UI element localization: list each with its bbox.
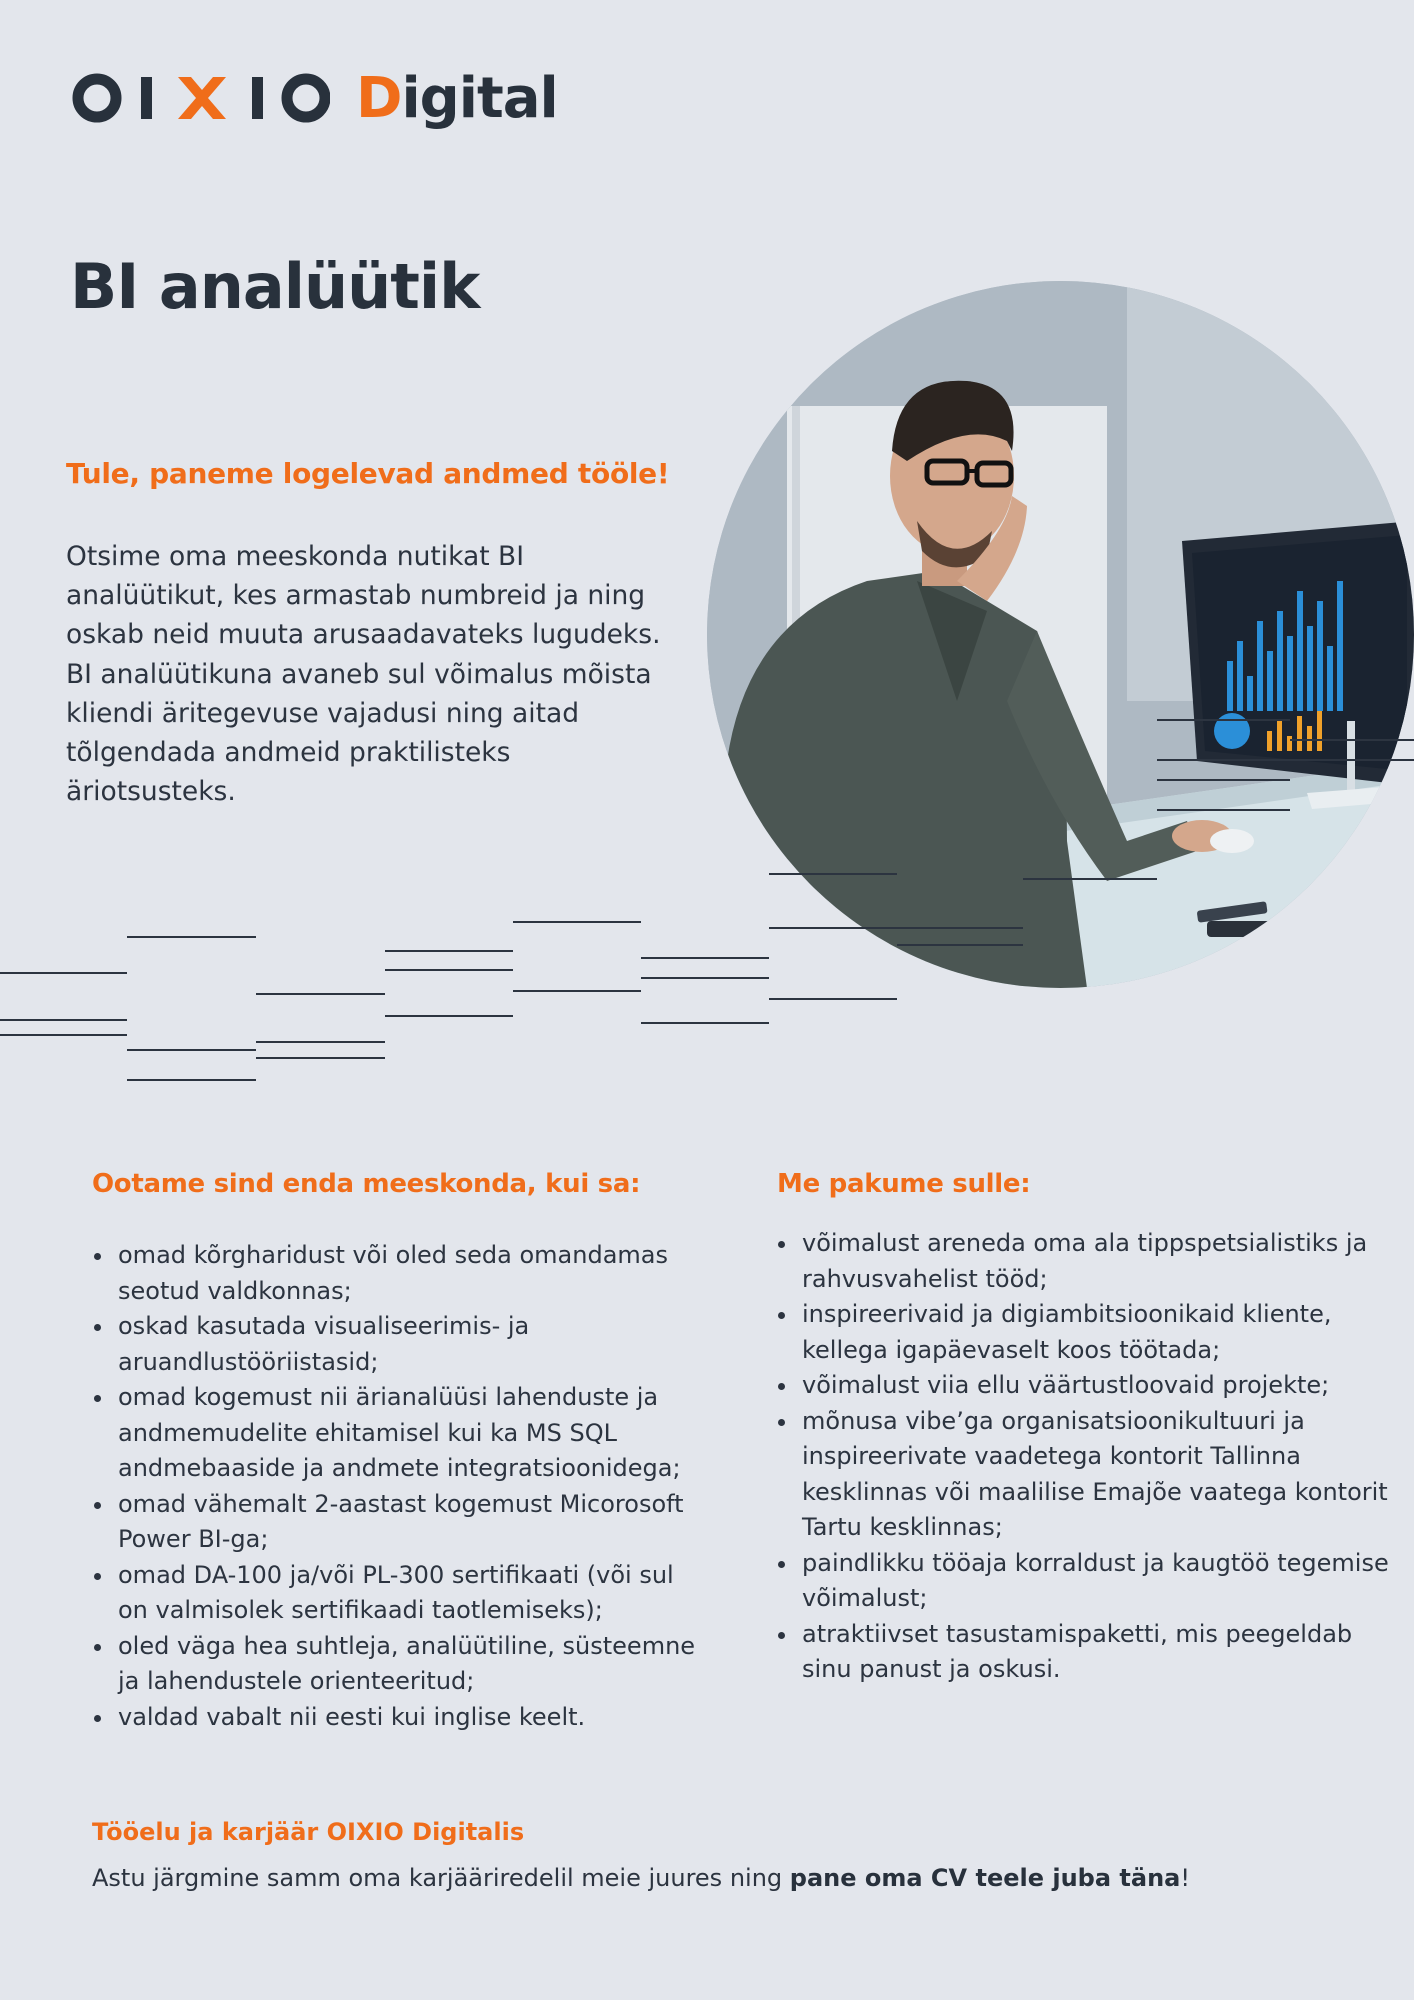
logo-word-rest: igital	[401, 65, 558, 131]
list-item: valdad vabalt nii eesti kui inglise keelt.	[92, 1700, 707, 1736]
list-item: omad kogemust nii ärianalüüsi lahenduste ja andmemudelite ehitamisel kui ka MS SQL andmebaaside ja andmete integratsioonidega;	[92, 1380, 707, 1487]
career-text-lead: Astu järgmine samm oma karjääriredelil meie juures ning	[92, 1864, 790, 1892]
offer-heading: Me pakume sulle:	[777, 1169, 1031, 1199]
list-item: mõnusa vibe’ga organisatsioonikultuuri ja inspireerivate vaadetega kontorit Tallinna kesklinnas või maalilise Emajõe vaatega kontorit Tartu kesklinnas;	[776, 1404, 1391, 1546]
list-item: paindlikku tööaja korraldust ja kaugtöö tegemise võimalust;	[776, 1546, 1391, 1617]
list-item: omad vähemalt 2-aastast kogemust Micorosoft Power BI-ga;	[92, 1487, 707, 1558]
list-item: atraktiivset tasustamispaketti, mis peegeldab sinu panust ja oskusi.	[776, 1617, 1391, 1688]
analyst-at-monitor-illustration	[707, 281, 1414, 988]
oixio-logo-mark	[72, 70, 330, 126]
job-tagline: Tule, paneme logelevad andmed tööle!	[66, 457, 670, 490]
job-title: BI analüütik	[70, 250, 480, 323]
list-item: võimalust viia ellu väärtustloovaid projekte;	[776, 1368, 1391, 1404]
list-item: võimalust areneda oma ala tippspetsialistiks ja rahvusvahelist tööd;	[776, 1226, 1391, 1297]
list-item: omad kõrgharidust või oled seda omandamas seotud valdkonnas;	[92, 1238, 707, 1309]
list-item: inspireerivaid ja digiambitsioonikaid kliente, kellega igapäevaselt koos töötada;	[776, 1297, 1391, 1368]
offer-list	[776, 1226, 1391, 1688]
career-text	[92, 1864, 1190, 1892]
list-item: omad DA-100 ja/või PL-300 sertifikaati (või sul on valmisolek sertifikaadi taotlemiseks);	[92, 1558, 707, 1629]
career-heading: Tööelu ja karjäär OIXIO Digitalis	[92, 1818, 525, 1846]
company-logo	[72, 62, 558, 134]
requirements-list	[92, 1238, 707, 1735]
career-cta: pane oma CV teele juba täna	[789, 1864, 1181, 1892]
list-item: oled väga hea suhtleja, analüütiline, süsteemne ja lahendustele orienteeritud;	[92, 1629, 707, 1700]
requirements-heading: Ootame sind enda meeskonda, kui sa:	[92, 1169, 641, 1199]
job-intro: Otsime oma meeskonda nutikat BI analüütikut, kes armastab numbreid ja ning oskab neid muuta arusaadavateks lugudeks. BI analüütikuna avaneb sul võimalus mõista kliendi äritegevuse vajadusi ning aitad tõlgendada andmeid praktilisteks äriotsusteks.	[66, 541, 661, 808]
logo-word-digital: Digital	[356, 65, 558, 131]
list-item: oskad kasutada visualiseerimis- ja aruandlustööriistasid;	[92, 1309, 707, 1380]
career-text-end: !	[1180, 1864, 1190, 1892]
hero-photo	[707, 281, 1414, 988]
